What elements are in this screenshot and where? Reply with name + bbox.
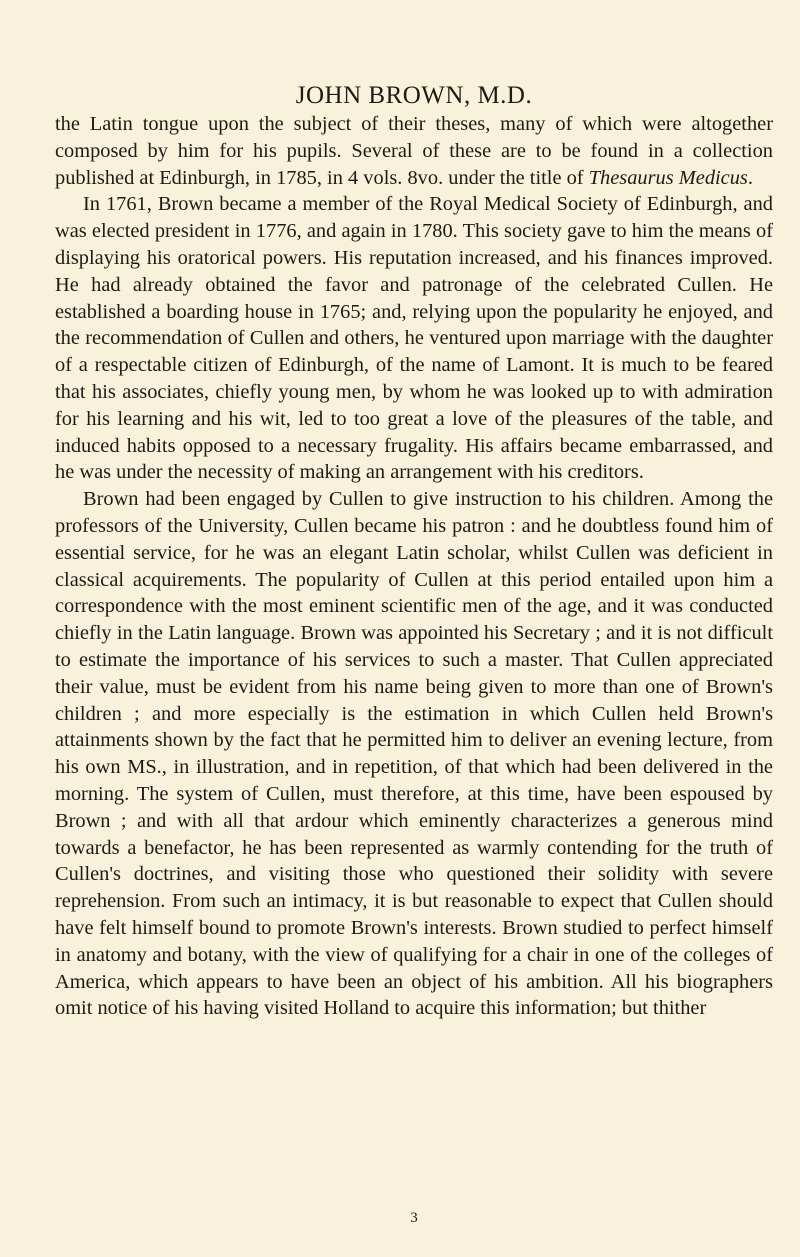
book-page (55, 0, 773, 1257)
paragraph-3: Brown had been engaged by Cullen to give instruction to his children. Among the professors of the University, Cullen became his patron : and he doubtless found him of essential service, for he was an elegant Latin scholar, whilst Cullen was deficient in classical acquirements. The popularity of Cullen at this period entailed upon him a correspondence with the most eminent scientific men of the age, and it was conducted chiefly in the Latin language. Brown was appointed his Secretary ; and it is not difficult to estimate the importance of his services to such a master. That Cullen appreciated their value, must be evident from his name being given to more than one of Brown's children ; and more especially is the estimation in which Cullen held Brown's attainments shown by the fact that he permitted him to deliver an evening lecture, from his own MS., in illustration, and in repetition, of that which had been delivered in the morning. The system of Cullen, must therefore, at this time, have been espoused by Brown ; and with all that ardour which eminently characterizes a generous mind towards a benefactor, he has been represented as warmly contending for the truth of Cullen's doctrines, and visiting those who questioned their solidity with severe reprehension. From such an intimacy, it is but reasonable to expect that Cullen should have felt himself bound to promote Brown's interests. Brown studied to perfect himself in anatomy and botany, with the view of qualifying for a chair in one of the colleges of America, which appears to have been an object of his ambition. All his biographers omit notice of his having visited Holland to acquire this information; but thither (55, 488, 773, 1020)
paragraph-2: In 1761, Brown became a member of the Royal Medical Society of Edinburgh, and was elected president in 1776, and again in 1780. This society gave to him the means of displaying his oratorical powers. His reputation increased, and his finances improved. He had already obtained the favor and patronage of the celebrated Cullen. He established a boarding house in 1765; and, relying upon the popularity he enjoyed, and the recommendation of Cullen and others, he ventured upon marriage with the daughter of a respectable citizen of Edinburgh, of the name of Lamont. It is much to be feared that his associates, chiefly young men, by whom he was looked up to with admiration for his learning and his wit, led to too great a love of the pleasures of the table, and induced habits opposed to a necessary frugality. His affairs became embarrassed, and he was under the necessity of making an arrangement with his creditors. (55, 193, 773, 484)
paragraph-1 (55, 111, 773, 191)
paragraph-1-end: . (747, 166, 753, 189)
body-text (55, 111, 773, 1022)
running-head: JOHN BROWN, M.D. (295, 82, 533, 109)
book-title-thesaurus-medicus: Thesaurus Medicus (588, 166, 748, 189)
page-number: 3 (410, 1210, 418, 1226)
paragraph-1-text: the Latin tongue upon the subject of their theses, many of which were altogether composed by him for his pupils. Several of these are to be found in a collection published at Edinburgh, in 1785, in 4 vols. 8vo. under the title of (55, 113, 773, 189)
